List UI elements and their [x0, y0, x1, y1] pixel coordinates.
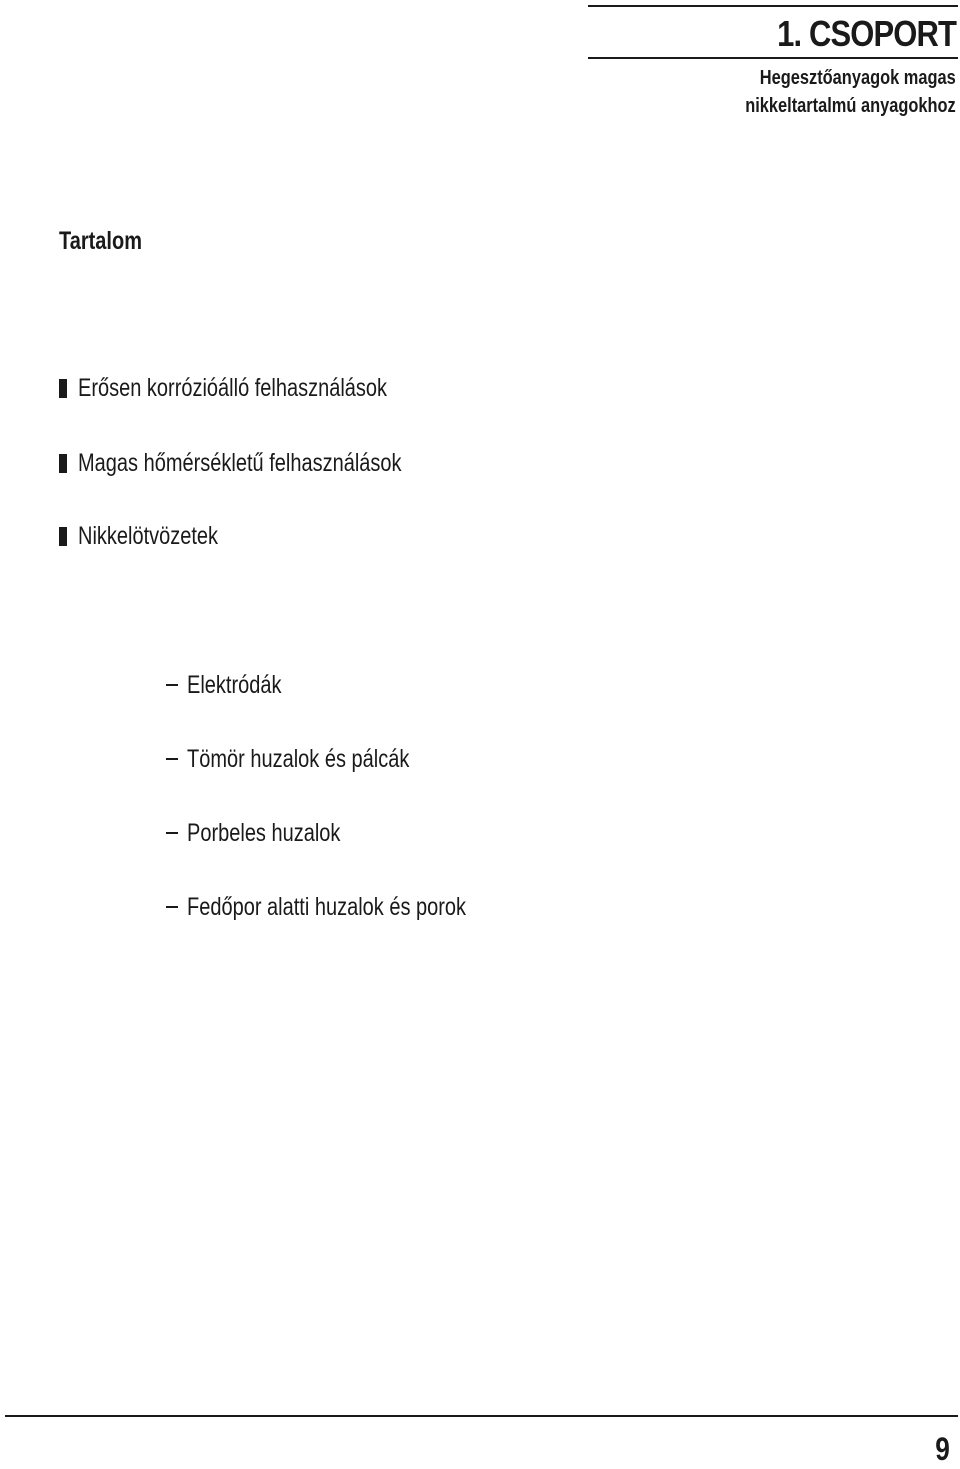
footer-rule — [5, 1415, 958, 1417]
header-top-rule — [588, 5, 958, 7]
dash-icon — [166, 758, 178, 760]
square-bullet-icon — [59, 527, 67, 546]
subtitle-line-2: nikkeltartalmú anyagokhoz — [745, 95, 956, 117]
contents-subitem-submerged-arc — [166, 892, 536, 922]
contents-item-nickel-alloys — [59, 521, 253, 551]
dash-icon — [166, 684, 178, 686]
contents-subitem-label: Elektródák — [187, 671, 282, 699]
group-title: 1. CSOPORT — [777, 13, 956, 54]
square-bullet-icon — [59, 454, 67, 473]
contents-subitem-solid-wires — [166, 744, 465, 774]
page-number: 9 — [935, 1431, 950, 1467]
contents-item-corrosion — [59, 373, 464, 403]
contents-subitem-label: Porbeles huzalok — [187, 819, 341, 847]
group-subtitle — [745, 64, 956, 120]
contents-item-label: Erősen korrózióálló felhasználások — [78, 374, 388, 402]
contents-item-high-temperature — [59, 448, 482, 478]
contents-heading: Tartalom — [59, 227, 142, 255]
square-bullet-icon — [59, 379, 67, 398]
contents-item-label: Magas hőmérsékletű felhasználások — [78, 449, 402, 477]
contents-subitem-label: Fedőpor alatti huzalok és porok — [187, 893, 467, 921]
contents-subitem-flux-cored-wires — [166, 818, 379, 848]
subtitle-line-1: Hegesztőanyagok magas — [760, 67, 956, 89]
header-bottom-rule — [588, 57, 958, 59]
contents-subitem-label: Tömör huzalok és pálcák — [187, 745, 410, 773]
dash-icon — [166, 906, 178, 908]
dash-icon — [166, 832, 178, 834]
contents-item-label: Nikkelötvözetek — [78, 522, 219, 550]
contents-subitem-electrodes — [166, 670, 305, 700]
